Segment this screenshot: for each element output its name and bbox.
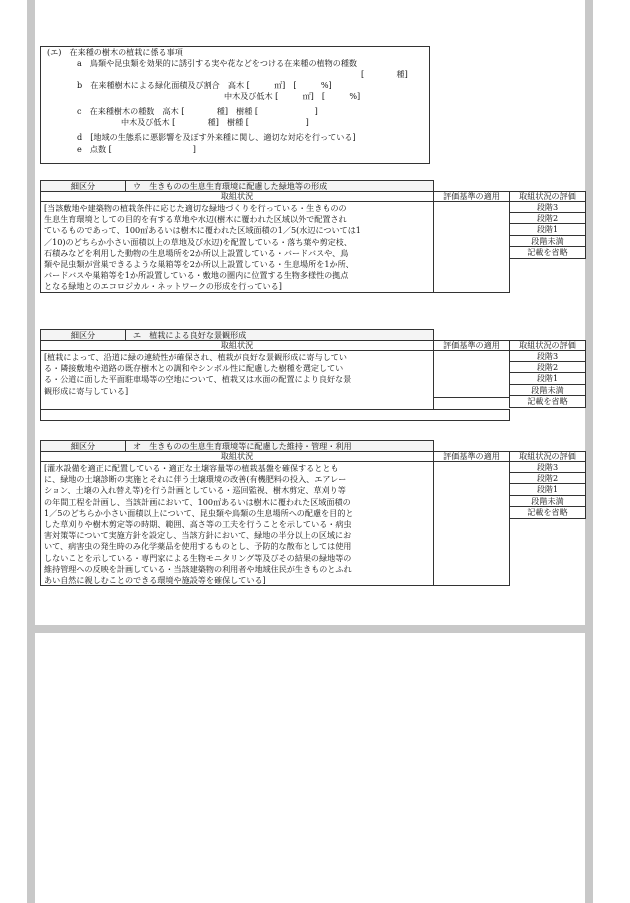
item-b-line1: b 在来種樹木による緑化面積及び割合 高木 [ ㎡] [ %] (77, 80, 332, 90)
status-line: 維持管理への反映を計画している・当該建築物の利用者や地域住民が生きものとふれ (44, 563, 352, 574)
status-line: 害対策等について実施方針を設定し、当該方針において、緑地の半分以上の区域にお (44, 530, 352, 541)
section-u (40, 180, 586, 320)
eval-option-level2[interactable]: 段階2 (509, 213, 586, 225)
apply-cell[interactable] (433, 350, 510, 398)
eval-option-below[interactable]: 段階未満 (509, 236, 586, 248)
status-line: あい自然に親しむことのできる環境や施設等を確保している] (44, 575, 266, 586)
status-line: [植栽によって、沿道に緑の連続性が確保され、植栽が良好な景観形成に寄与してい (44, 352, 347, 362)
bottom-margin-bar (27, 625, 593, 633)
section-o (40, 440, 586, 620)
native-tree-planting-box (40, 46, 430, 164)
eval-column-header: 取組状況の評価 (509, 191, 586, 202)
status-line: [灌水設備を適正に配置している・適正な土壌容量等の植栽基盤を確保するととも (44, 463, 339, 473)
eval-option-level2[interactable]: 段階2 (509, 473, 586, 485)
status-line: 1／5のどちらか小さい面積以上について、昆虫類や鳥類の生息場所への配慮を目的と (44, 507, 354, 518)
blank-row (40, 409, 510, 421)
eval-option-omit[interactable]: 記載を省略 (509, 247, 586, 259)
apply-column-header: 評価基準の適用 (433, 451, 510, 462)
status-line: ／10)のどちらか小さい面積以上の草地及び水辺)を配置している・落ち葉や剪定枝、 (44, 236, 352, 247)
status-line: した草刈りや樹木剪定等の時期、範囲、高さ等の工夫を行うことを示している・病虫 (44, 519, 352, 530)
status-line: る・隣接敷地や道路の既存樹木との調和やシンボル性に配慮した樹種を選定してい (44, 363, 344, 374)
eval-option-level3[interactable]: 段階3 (509, 350, 586, 362)
eval-option-omit[interactable]: 記載を省略 (509, 507, 586, 519)
section-title: エ 植栽による良好な景観形成 (133, 330, 247, 340)
status-text (40, 201, 434, 293)
item-b-line2: 中木及び低木 [ ㎡] [ %] (224, 91, 361, 101)
status-line: となる緑地とのエコロジカル・ネットワークの形成を行っている] (44, 281, 282, 292)
apply-column-header: 評価基準の適用 (433, 340, 510, 351)
status-line: 類や昆虫類が営巣できるような巣箱等を2か所以上設置している・生息場所を1か所、 (44, 259, 354, 270)
status-text (40, 461, 434, 586)
status-line: バードバスや巣箱等を1か所設置している・敷地の圏内に位置する生物多様性の拠点 (44, 270, 349, 281)
item-d-line: d [地域の生態系に悪影響を及ぼす外来種に関し、適切な対応を行っている] (77, 132, 356, 142)
eval-options (509, 461, 586, 519)
category-label: 細区分 (41, 441, 126, 451)
right-margin-bar (585, 0, 593, 903)
status-line: いて、病害虫の発生時のみ化学薬品を使用するものとし、予防的な散布としては使用 (44, 541, 352, 552)
status-line: [当該敷地や建築物の植栽条件に応じた適切な緑地づくりを行っている・生きものの (44, 203, 347, 213)
eval-option-below[interactable]: 段階未満 (509, 496, 586, 508)
item-a-line1: a 鳥類や昆虫類を効果的に誘引する実や花などをつける在来種の植物の種数 (77, 58, 358, 68)
status-line: る・公道に面した平面駐車場等の空地について、植栽又は水面の配置により良好な景 (44, 374, 352, 385)
category-label: 細区分 (41, 181, 126, 191)
status-column-header: 取組状況 (40, 340, 434, 351)
eval-option-level1[interactable]: 段階1 (509, 224, 586, 236)
eval-option-level2[interactable]: 段階2 (509, 362, 586, 374)
section-title: オ 生きものの生息生育環境等に配慮した維持・管理・利用 (133, 441, 352, 451)
eval-option-below[interactable]: 段階未満 (509, 385, 586, 397)
status-line: 石積みなどを利用した動物の生息場所を2か所以上設置している・バードバスや、鳥 (44, 247, 349, 258)
section-title: ウ 生きものの生息生育環境に配慮した緑地等の形成 (133, 181, 328, 191)
status-line: の年間工程を計画し、当該計画において、100㎡あるいは樹木に覆われた区域面積の (44, 496, 351, 507)
status-line: ているものであって、100㎡あるいは樹木に覆われた区域面積の1／5(水辺については1 (44, 225, 361, 236)
item-a-line2: [ 種] (361, 69, 408, 79)
item-c-line2: 中木及び低木 [ 種] 樹種 [ ] (121, 117, 309, 127)
status-column-header: 取組状況 (40, 191, 434, 202)
status-line: に、緑地の土壌診断の実施とそれに伴う土壌環境の改善(有機肥料の投入、エアレー (44, 474, 347, 485)
status-column-header: 取組状況 (40, 451, 434, 462)
eval-option-level3[interactable]: 段階3 (509, 461, 586, 473)
eval-options (509, 350, 586, 408)
section-e (40, 329, 586, 429)
eval-option-level1[interactable]: 段階1 (509, 484, 586, 496)
status-text (40, 350, 434, 410)
apply-column-header: 評価基準の適用 (433, 191, 510, 202)
eval-column-header: 取組状況の評価 (509, 451, 586, 462)
item-e-line: e 点数 [ ] (77, 144, 196, 154)
status-line: しないことを示している・専門家による生物モニタリング等及びその結果の緑地等の (44, 552, 352, 563)
eval-option-omit[interactable]: 記載を省略 (509, 396, 586, 408)
apply-cell[interactable] (433, 461, 510, 586)
left-margin-bar (27, 0, 35, 903)
eval-options (509, 201, 586, 259)
status-line: ション、土壌の入れ替え等)を行う計画としている・巡回監視、樹木剪定、草刈り等 (44, 485, 346, 496)
category-label: 細区分 (41, 330, 126, 340)
eval-option-level1[interactable]: 段階1 (509, 373, 586, 385)
apply-cell[interactable] (433, 201, 510, 293)
native-tree-heading: (エ) 在来種の樹木の植栽に係る事項 (47, 47, 183, 57)
status-line: 生息生育環境としての目的を有する草地や水辺(樹木に覆われた区域以外で配置され (44, 214, 347, 225)
eval-option-level3[interactable]: 段階3 (509, 201, 586, 213)
status-line: 観形成に寄与している] (44, 385, 129, 396)
item-c-line1: c 在来種樹木の種数 高木 [ 種] 樹種 [ ] (77, 106, 318, 116)
eval-column-header: 取組状況の評価 (509, 340, 586, 351)
